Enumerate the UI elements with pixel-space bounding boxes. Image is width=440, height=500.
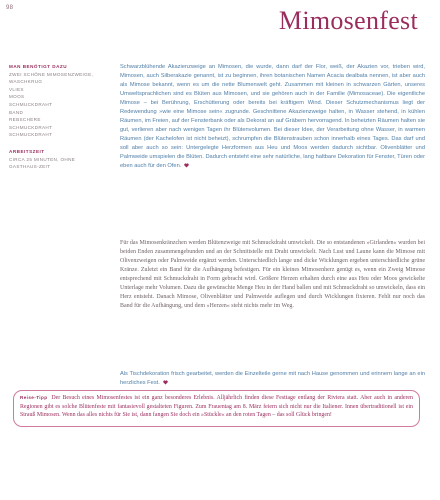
- intro-paragraph: [120, 63, 425, 171]
- materials-item: WASCHKRUG: [9, 79, 43, 85]
- page-number: 98: [6, 5, 14, 11]
- materials-item: MOOS: [9, 94, 25, 100]
- heart-icon: [163, 380, 168, 385]
- materials-item: REBSCHERE: [9, 117, 41, 123]
- travel-tip-box: [13, 390, 420, 427]
- materials-item: SCHMUCKDRAHT: [9, 101, 53, 107]
- worktime-heading: ARBEITSZEIT: [9, 148, 45, 154]
- materials-heading: MAN BENÖTIGT DAZU: [9, 64, 68, 69]
- travel-tip-label: Reise-Tipp: [20, 395, 48, 400]
- materials-item: VLIES: [9, 86, 24, 92]
- travel-tip-text: Der Besuch eines Mimosenfestes ist ein ganz besonderes Erlebnis. Alljährlich finden diese Festtage entlang der Riviera statt. Aber auch in anderen Regionen gibt es solche Blütenfeste mit fantasievoll gestalteten Figuren. Zum Frauentag am 8. März feiern sich nicht nur die Italiener. Innen übertraditionell ist ein Strauß Mimosen. Wenn das alles nichts für Sie ist, dann fangen Sie doch ein »Stückle« an den roten Tagen – das soll Glück bringen!: [20, 395, 413, 419]
- intro-text: Schwarzblühende Akazienzweige an Mimosen, die wurde, dann darf der Flor, weiß, der Akazien vor, trieben wird, Mimosen, auch Silberakazie genannt, ist zu beginnen, ihren botanischen Namen Acacia dealbata nennen, ist aber auch als Mimose bekannt, wenn es um die nette Blumenwelt geht. Zusammen mit kleinen in schwarzen Gärten, unseres Umweltsprachlichen sind es Blüten aus Mimosen, und sie gehören auch in der Familie (Mimosaceae). Die eigentliche Mimose – bei Berührung, Erschütterung oder bereits bei kräftigem Wind. Dieser Schutzmechanismus liegt der Redewendung »wie eine Mimose sein« zugrunde. Geschnittene Akazienzweige halten, in Wasser stehend, in kühlen Räumen, im Freien, auf der Fensterbank oder als Dekorat an auf Gräbern hervorragend. In beheizten Räumen halten sie gut, verlieren aber nach wenigen Tagen ihr Blütenvolumen. Bei dieser Idee, der Verarbeitung ohne Wasser, in warmen Räumen (der Kachelofen ist nicht beheizt), schrumpfen die Blütenstrauben schon innerhalb eines Tages. Das darf und soll aber auch so sein: Untergelegte Herzformen aus Heu und Moos werden dadurch sichtbar. Olivenblätter und Palmweide umspielen die Blüten. Dadurch entsteht eine sehr natürliche, lang haltbare Dekoration für Fenster, Türen oder eben auch für den Ofen.: [120, 64, 425, 169]
- instructions-paragraph: [120, 239, 425, 311]
- materials-item: SCHMUCKDRAHT: [9, 124, 53, 130]
- materials-item: SCHMUCKDRAHT: [9, 132, 53, 138]
- worktime-item: GASTHAUS-ZEIT: [9, 164, 51, 170]
- page-title: Mimosenfest: [278, 6, 418, 35]
- materials-item: ZWEI SCHÖNE MIMOSENZWEIGE,: [9, 71, 94, 77]
- sidebar: [9, 63, 107, 171]
- closing-paragraph: [120, 370, 425, 388]
- heart-icon: [184, 163, 189, 168]
- instructions-text: Für das Mimosenkränzchen werden Blütenzweige mit Schmuckdraht umwickelt. Die so entstandenen »Girlanden« wurden bei beiden Enden zusammengebunden und an der Schnittstelle mit Draht umwickelt. Nach Lust und Laune kann die Mimose mit Olivenzweigen oder Palmweide ergänzt werden. Unterschiedlich lange und dicke Wicklungen ergeben unterschiedliche grüne Kränze. Zuletzt ein Band für die Aufhängung befestigen. Für ein kleines Mimosenherz genügt es, wenn ein Zweig Mimose entsprechend mit Schmuckdraht in Form gebracht wird. Größere Herzen erhalten durch eine aus Heu oder Moos gewickelte Unterlage mehr Volumen. Dazu die gewünschte Menge Heu in der Hand ballen und mit Schmuckdraht so umwickeln, dass ein Herz entsteht. Danach Mimose, Olivenblätter und Palmweide auflegen und durch Wicklungen fixieren. Fehlt nur noch das Band für die Aufhängung, und dem »Herzen« steht nichts mehr im Weg.: [120, 240, 425, 309]
- materials-item: BAND: [9, 109, 24, 115]
- closing-text: Als Tischdekoration frisch gearbeitet, werden die Einzelteile gerne mit nach Hause genommen und erinnern lange an ein herzliches Fest.: [120, 371, 425, 386]
- worktime-item: CIRCA 25 MINUTEN, OHNE: [9, 156, 76, 162]
